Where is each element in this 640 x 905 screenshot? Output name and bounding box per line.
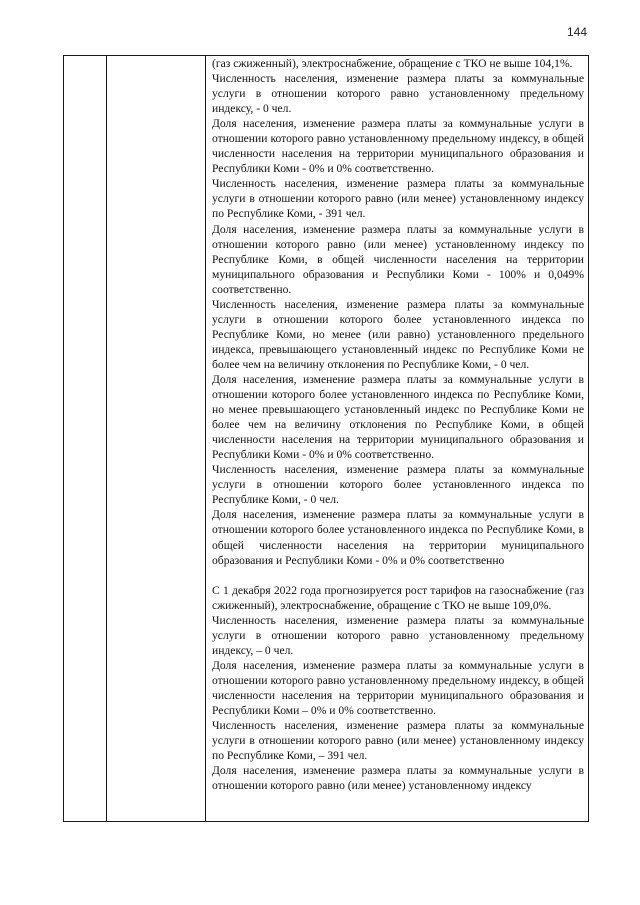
page-number: 144 (567, 25, 588, 39)
paragraph: Доля населения, изменение размера платы за коммунальные услуги в отношении которого равно (или менее) установленному индексу (212, 764, 584, 793)
paragraph: Доля населения, изменение размера платы за коммунальные услуги в отношении которого более установленного индекса по Республике Коми, в общей численности населения на территории муниципального образования и Республики Коми - 0% и 0% соответственно (212, 508, 584, 567)
table-row (64, 56, 589, 822)
paragraph: Численность населения, изменение размера платы за коммунальные услуги в отношении которого равно установленному предельному индексу, - 0 чел. (212, 72, 584, 116)
text-cell (206, 56, 589, 822)
paragraph: Доля населения, изменение размера платы за коммунальные услуги в отношении которого равно установленному предельному индексу, в общей численности населения на территории муниципального образования и Республики Коми – 0% и 0% соответственно. (212, 658, 584, 717)
paragraph: Доля населения, изменение размера платы за коммунальные услуги в отношении которого равно (или менее) установленному индексу по Республике Коми, в общей численности населения на территории муниципального образования и Республики Коми - 100% и 0,049% соответственно. (212, 222, 584, 296)
paragraph: Численность населения, изменение размера платы за коммунальные услуги в отношении которого более установленного индекса по Республике Коми, - 0 чел. (212, 463, 584, 507)
paragraph: (газ сжиженный), электроснабжение, обращение с ТКО не выше 104,1%. (212, 57, 573, 70)
empty-cell-number (64, 56, 107, 822)
paragraph: С 1 декабря 2022 года прогнозируется рост тарифов на газоснабжение (газ сжиженный), электроснабжение, обращение с ТКО не выше 109,0%. (212, 583, 584, 612)
paragraph: Численность населения, изменение размера платы за коммунальные услуги в отношении которого равно (или менее) установленному индексу по Республике Коми, – 391 чел. (212, 719, 584, 763)
paragraph: Численность населения, изменение размера платы за коммунальные услуги в отношении которого равно (или менее) установленному индексу по Республике Коми, - 391 чел. (212, 177, 584, 221)
paragraph: Численность населения, изменение размера платы за коммунальные услуги в отношении которого равно установленному предельному индексу, – 0 чел. (212, 613, 584, 657)
blank-line (212, 568, 584, 583)
paragraph: Численность населения, изменение размера платы за коммунальные услуги в отношении которого более установленного индекса по Республике Коми, но менее (или равно) установленного предельного индекса, превышающего установленный индекс по Республике Коми не более чем на величину отклонения по Республике Коми, - 0 чел. (212, 297, 584, 371)
document-table (63, 55, 589, 822)
paragraph: Доля населения, изменение размера платы за коммунальные услуги в отношении которого равно установленному предельному индексу, в общей численности населения на территории муниципального образования и Республики Коми - 0% и 0% соответственно. (212, 117, 584, 176)
paragraph: Доля населения, изменение размера платы за коммунальные услуги в отношении которого более установленного индекса по Республике Коми, но менее превышающего установленный индекс по Республике Коми не более чем на величину отклонения по Республике Коми, в общей численности населения на территории муниципального образования и Республики Коми - 0% и 0% соответственно. (212, 372, 584, 462)
empty-cell-name (107, 56, 206, 822)
